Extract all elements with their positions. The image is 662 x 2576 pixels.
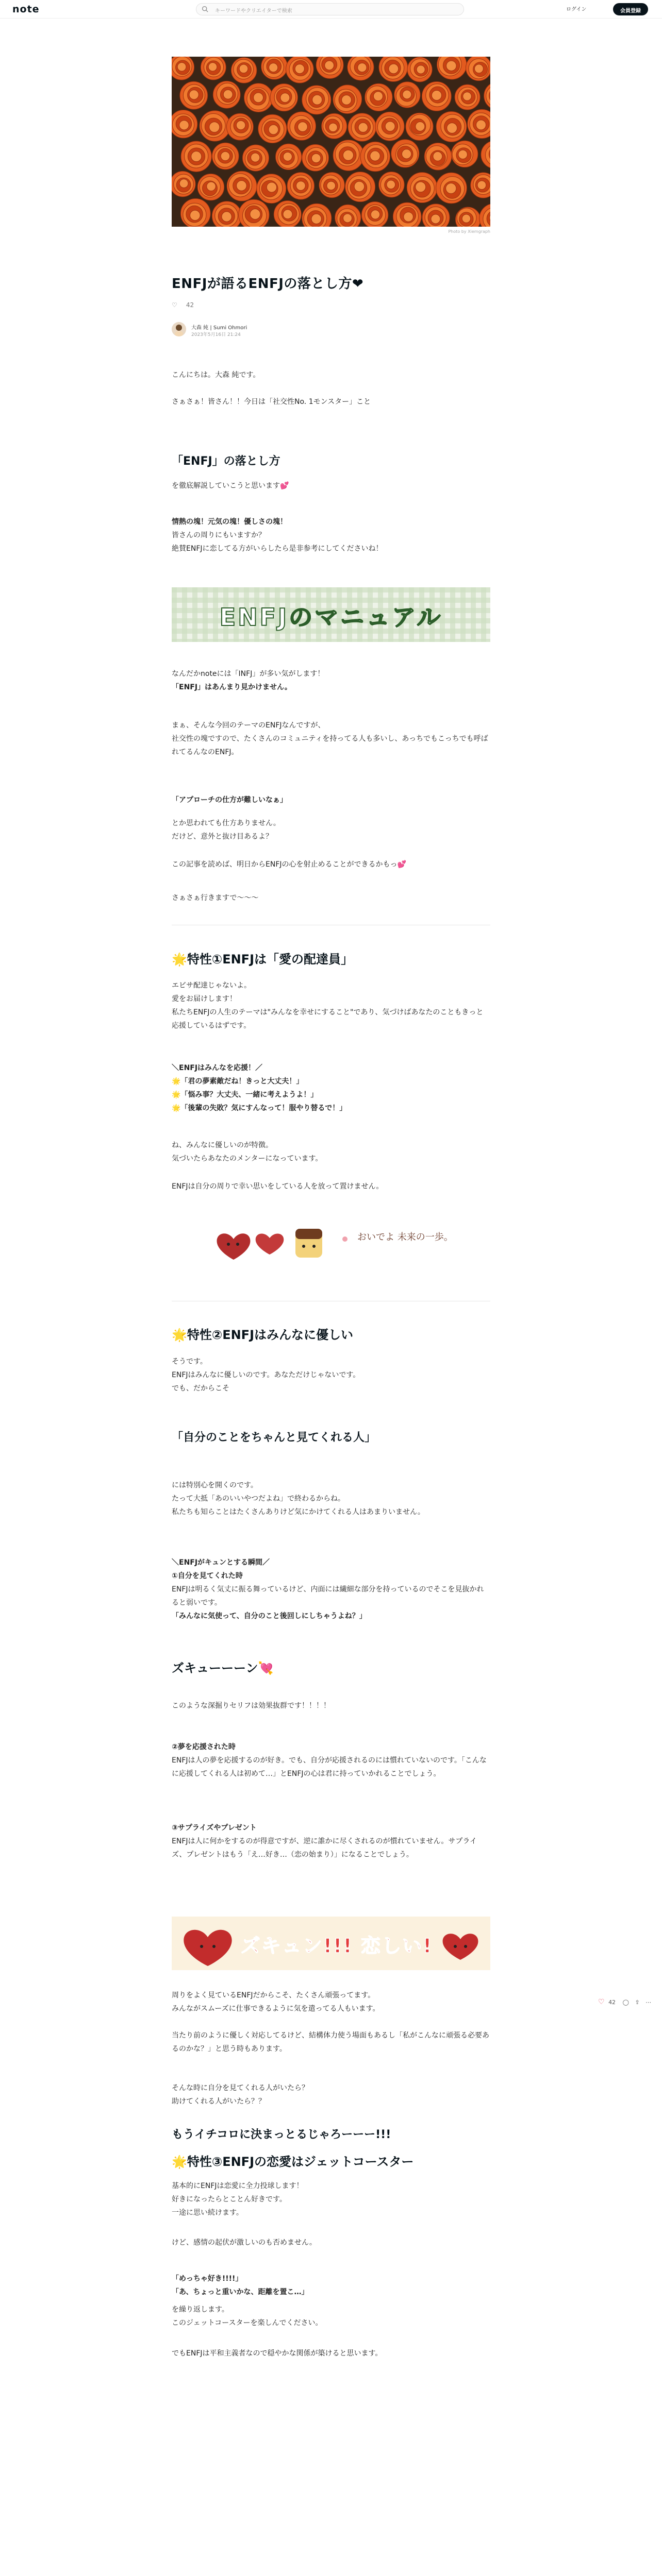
- side-heart-icon[interactable]: ♡: [598, 1998, 605, 2006]
- photo-credit: Photo by Xiemgraph: [448, 229, 490, 234]
- rose: [258, 114, 287, 143]
- heading-sec2: 🌟特性②ENFJはみんなに優しい: [172, 1328, 354, 1342]
- after-lines-3: [172, 2081, 490, 2108]
- sec3-quote-2: 「あ、ちょっと重いかな、距離を置こ…」: [172, 2288, 309, 2296]
- sec2-line-1: そうです。: [172, 1358, 207, 1366]
- signup-button[interactable]: 会員登録: [613, 3, 648, 15]
- rose: [345, 172, 375, 202]
- author-avatar[interactable]: [172, 322, 186, 336]
- rose: [213, 81, 240, 108]
- sec2-line-3: でも、だからこそ: [172, 1384, 229, 1393]
- roses-illustration: [172, 57, 490, 227]
- heading-sec1: 🌟特性①ENFJは「愛の配達員」: [172, 952, 354, 967]
- approach-lines: [172, 817, 490, 843]
- rose: [361, 201, 388, 227]
- sec3-quotes: [172, 2272, 490, 2299]
- illus1-text: おいでよ 未来の一歩。: [357, 1232, 453, 1243]
- sec1-line-1: エビサ配達じゃないよ。: [172, 981, 251, 990]
- banner2-text: ズキュン!!! 恋しい!: [240, 1935, 433, 1957]
- kyun-line: このような深掘りセリフは効果抜群です！！！！: [172, 1702, 330, 1710]
- sec1-tail-2: 気づいたらあなたのメンターになっています。: [172, 1155, 323, 1163]
- sec3-lines-2: けど、感情の起伏が激しいのも否めません。: [172, 2239, 317, 2247]
- rose: [379, 172, 404, 197]
- rose: [287, 112, 316, 140]
- see-line-1: には特別心を開くのです。: [172, 1481, 258, 1489]
- sec1-tail2: ENFJは自分の周りで幸い思いをしている人を放って置けません。: [172, 1182, 384, 1191]
- side-share-icon[interactable]: ⇪: [635, 1999, 640, 2006]
- chance-1-quote: 「みんなに気使って、自分のこと後回しにしちゃうよね？」: [172, 1612, 367, 1620]
- chance-3-title: ③サプライズやプレゼント: [172, 1824, 257, 1832]
- para-a: [172, 667, 490, 694]
- heading-fall: 「ENFJ」の落とし方: [172, 455, 280, 468]
- after-line-3a: そんな時に自分を見てくれる人がいたら？: [172, 2084, 309, 2092]
- rose: [274, 200, 301, 227]
- sec1-quote-3: 🌟「後輩の失敗？気にすんなって！服やり替るで！」: [172, 1104, 347, 1112]
- intro-line-2: さぁさぁ！皆さん！！今日は「社交性No. 1モンスター」こと: [172, 398, 371, 406]
- rose: [197, 174, 224, 200]
- intro-line-1: こんにちは。大森 純です。: [172, 371, 260, 379]
- rose: [322, 113, 347, 139]
- sec2-lines: [172, 1355, 490, 1395]
- sec3-line-3b: このジェットコースターを楽しんでください。: [172, 2319, 323, 2327]
- rose: [360, 142, 390, 171]
- sec3-lines-4: でもENFJは平和主義者なので穏やかな関係が築けると思います。: [172, 2349, 383, 2358]
- note-logo[interactable]: note: [12, 4, 40, 15]
- side-more-icon[interactable]: ⋯: [646, 1999, 652, 2006]
- search-input[interactable]: [196, 3, 464, 15]
- heading-mou: もうイチコロに決まっとるじゃろーーー!!!: [172, 2128, 391, 2141]
- chance-1-title: ①自分を見てくれた時: [172, 1572, 243, 1580]
- fall-line-2: 皆さんの周りにもいますか？: [172, 531, 266, 539]
- rose: [257, 174, 286, 204]
- fall-lines: [172, 515, 490, 555]
- author-name[interactable]: 大森 純 | Sumi Ohmori: [191, 325, 247, 331]
- rose: [231, 58, 256, 83]
- rose: [239, 199, 269, 227]
- rose: [436, 111, 467, 142]
- hero-image: [172, 57, 490, 227]
- rose: [407, 57, 432, 82]
- chance-3-line: ENFJは人に何かをするのが得意ですが、逆に誰かに尽くされるのが慣れていません。サプライズ、プレゼントはもう「え…好き…（恋の始まり）」になることでしょう。: [172, 1837, 477, 1859]
- sec1-quote-2: 🌟「悩み事？大丈夫、一緒に考えようよ！」: [172, 1091, 318, 1099]
- rose: [302, 144, 329, 171]
- heading-sec3: 🌟特性③ENFJの恋愛はジェットコースター: [172, 2155, 414, 2169]
- rose: [424, 143, 452, 170]
- rose: [270, 84, 297, 111]
- rose: [391, 140, 419, 167]
- rose: [180, 198, 210, 227]
- para-b: [172, 719, 490, 759]
- fall-line-3: 絶賛ENFJに恋してる方がいらしたら是非参考にしてくださいね！: [172, 545, 383, 553]
- para-b-2: 社交性の塊ですので、たくさんのコミュニティを持ってる人も多いし、あっちでもこっちでも呼ばれてるんなのENFJ。: [172, 735, 488, 756]
- sec3-line-3: 一途に思い続けます。: [172, 2209, 243, 2217]
- rose: [406, 113, 433, 140]
- rose: [375, 112, 404, 141]
- rose: [261, 57, 288, 79]
- rose: [436, 173, 467, 204]
- rose: [365, 83, 392, 111]
- rose: [466, 57, 490, 81]
- see-line-2: たって大抵「あのいいやつだよね」で終わるからね。: [172, 1495, 345, 1503]
- rose: [319, 172, 344, 197]
- chance-2-line: ENFJは人の夢を応援するのが好き。でも、自分が応援されるのには慣れていないのです。「こんなに応援してくれる人は初めて…」とENFJの心は君に持っていかれることでしょう。: [172, 1756, 487, 1778]
- intro-block: [172, 368, 490, 409]
- rose: [172, 171, 195, 197]
- para-a-1: なんだかnoteには「INFJ」が多い気がします！: [172, 670, 325, 678]
- rose: [302, 86, 331, 114]
- rose: [347, 57, 374, 80]
- search-icon: [202, 6, 208, 12]
- chance-3-block: [172, 1821, 490, 1861]
- rose: [200, 111, 230, 141]
- chance-1-block: [172, 1556, 490, 1623]
- fall-lead: を徹底解説していこうと思います💕: [172, 482, 289, 490]
- see-lines: [172, 1479, 490, 1519]
- rose: [227, 171, 257, 201]
- sec3-lines-3: [172, 2303, 490, 2330]
- after-line-3b: 助けてくれる人がいたら？？: [172, 2097, 266, 2106]
- rose: [276, 144, 302, 170]
- sec3-line-1: 基本的にENFJは恋愛に全力投球します！: [172, 2182, 304, 2190]
- sec1-quotes-head: ＼ENFJはみんなを応援！／: [172, 1064, 263, 1072]
- rose: [455, 84, 480, 110]
- rose: [212, 143, 239, 170]
- rose: [226, 113, 253, 140]
- after-lines-2: 当たり前のように優しく対応してるけど、結構体力使う場面もあるし「私がこんなに頑張る必要あるのかな？」と思う時もあります。: [172, 2031, 489, 2053]
- side-comment-icon[interactable]: ◯: [622, 1999, 629, 2006]
- sec2-line-2: ENFJはみんなに優しいのです。あなただけじゃないです。: [172, 1371, 360, 1379]
- rose: [242, 145, 269, 171]
- sec1-lines: [172, 979, 490, 1032]
- sec3-lines: [172, 2179, 490, 2219]
- search-placeholder: キーワードやクリエイターで検索: [215, 8, 292, 14]
- para-a-2: 「ENFJ」はあんまり見かけません。: [172, 683, 292, 691]
- approach-line-1: とか思われても仕方ありません。: [172, 819, 280, 827]
- approach-end: この記事を読めば、明日からENFJの心を射止めることができるかもっ💕: [172, 860, 406, 869]
- chance-head: ＼ENFJがキュンとする瞬間／: [172, 1558, 270, 1567]
- chance-2-block: [172, 1740, 490, 1781]
- sec1-line-2: 愛をお届けします！: [172, 995, 237, 1003]
- rose: [422, 82, 451, 111]
- sec1-tail-1: ね、みんなに優しいのが特徴。: [172, 1141, 273, 1149]
- banner1-text: ENFJのマニュアル: [219, 603, 443, 631]
- sec1-line-3: 私たちENFJの人生のテーマは"みんなを幸せにすること"であり、気づけばあなたのこともきっと応援しているはずです。: [172, 1008, 484, 1030]
- zukyun-banner: [172, 1917, 490, 1970]
- rose: [286, 57, 314, 83]
- heading-kyun: ズキューーーン💘: [172, 1661, 274, 1675]
- approach-line-2: だけど、意外と抜け目あるよ？: [172, 833, 273, 841]
- sec3-line-3a: を繰り返します。: [172, 2306, 229, 2314]
- rose: [333, 140, 364, 171]
- after-line-2: みんながスムーズに仕事できるように気を遣ってる人もいます。: [172, 2005, 380, 2013]
- after-lines: [172, 1989, 490, 2015]
- rose: [348, 113, 376, 141]
- title-like-row: [172, 301, 194, 309]
- chance-1-line: ENFJは明るく気丈に振る舞っているけど、内面には繊細な部分を持っているのでそこを見抜かれると弱いです。: [172, 1585, 484, 1607]
- login-link[interactable]: ログイン: [566, 7, 587, 12]
- publish-date: 2023年5月16日 21:24: [191, 332, 241, 337]
- site-header: [0, 0, 662, 19]
- lets-go: さぁさぁ行きますで〜〜〜: [172, 894, 259, 902]
- sec3-quote-1: 「めっちゃ好き!!!!」: [172, 2275, 243, 2283]
- rose: [181, 141, 211, 172]
- hearts-illustration: [172, 1208, 490, 1275]
- enfj-manual-banner: [172, 587, 490, 642]
- see-line-3: 私たちも知らことはたくさんありけど気にかけてくれる人はあまりいません。: [172, 1508, 425, 1516]
- sec1-quotes: [172, 1061, 490, 1115]
- rose: [244, 83, 273, 112]
- side-actions: [598, 1998, 651, 2006]
- heading-see: 「自分のことをちゃんと見てくれる人」: [172, 1431, 376, 1444]
- rose: [201, 57, 226, 80]
- rose: [451, 141, 478, 167]
- heart-outline-icon[interactable]: ♡: [172, 301, 177, 309]
- sec3-line-2: 好きになったらとことん好きです。: [172, 2195, 287, 2204]
- chance-2-title: ②夢を応援された時: [172, 1743, 236, 1751]
- rose: [287, 173, 315, 200]
- after-line-1: 周りをよく見ているENFJだからこそ、たくさん頑張ってます。: [172, 1991, 375, 1999]
- rose: [407, 173, 437, 203]
- rose: [394, 82, 420, 108]
- title-like-count: 42: [186, 301, 194, 309]
- para-b-1: まぁ、そんな今回のテーマのENFJなんですが、: [172, 721, 325, 730]
- fall-line-1: 情熱の塊！元気の塊！優しさの塊！: [172, 518, 287, 526]
- rose: [180, 81, 208, 109]
- rose: [333, 85, 362, 114]
- side-like-count: 42: [608, 1999, 616, 2006]
- rose: [172, 110, 197, 138]
- article-title: ENFJが語るENFJの落とし方❤︎: [172, 276, 364, 292]
- sec1-tail: [172, 1139, 490, 1165]
- approach-quote: 「アプローチの仕方が難しいなぁ」: [172, 796, 287, 804]
- sec1-quote-1: 🌟「君の夢素敵だね！きっと大丈夫！」: [172, 1077, 304, 1086]
